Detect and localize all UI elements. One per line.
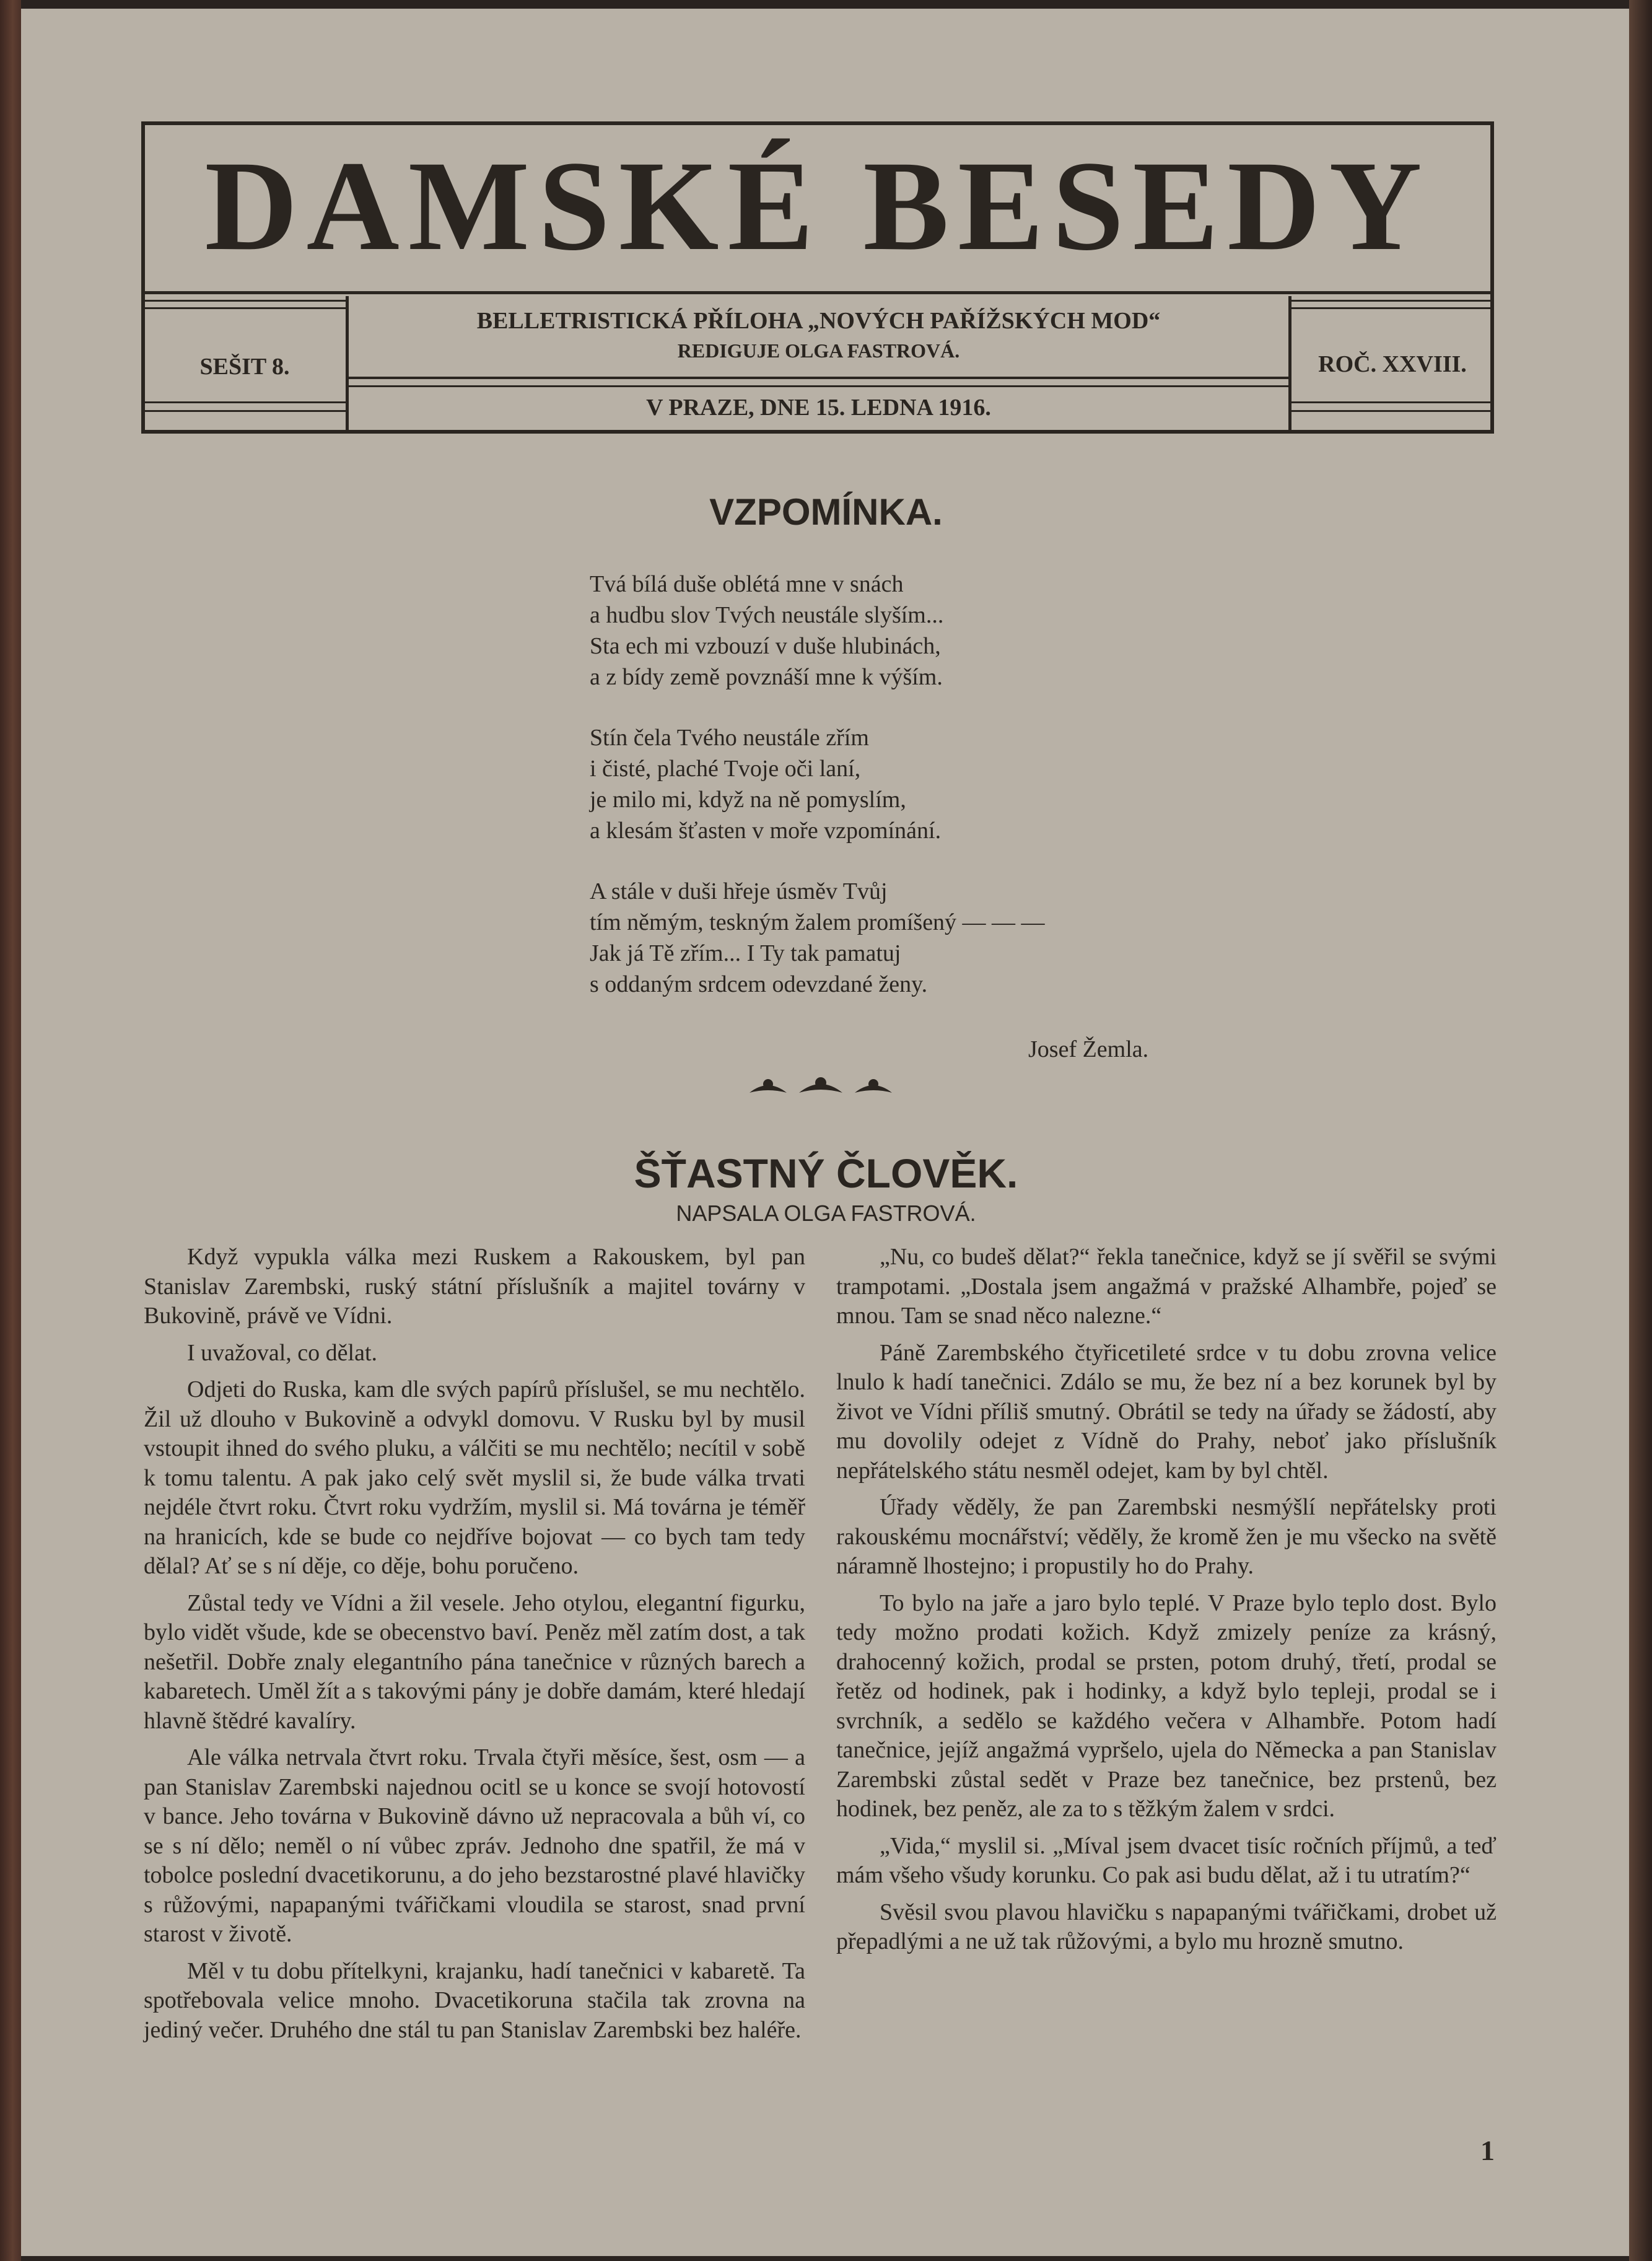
story-paragraph: Svěsil svou plavou hlavičku s napapanými tvářičkami, drobet už přepadlými a ne už tak růžovými, a bylo mu hrozně smutno. [836, 1899, 1497, 1954]
poem-line: je milo mi, když na ně pomyslím, [590, 787, 906, 813]
story-paragraph: Zůstal tedy ve Vídni a žil vesele. Jeho otylou, elegantní figurku, bylo vidět všude, kde se obecenstvo baví. Peněz měl zatím dost, a tak nešetřil. Dobře znaly elegantního pána tanečnice v různých barech a kabaretech. Uměl žít a s takovými pány je dobře damám, které hledají hlavně štědré kavalíry. [144, 1590, 805, 1734]
poem-stanza [590, 569, 1172, 693]
story-paragraph: Měl v tu dobu přítelkyni, krajanku, hadí tanečnici v kabaretě. Ta spotřebovala velice mnoho. Dvacetikoruna stačila tak zrovna na jediný večer. Druhého dne stál tu pan Stanislav Zarembski bez haléře. [144, 1957, 805, 2043]
story-paragraph: Když vypukla válka mezi Ruskem a Rakouskem, byl pan Stanislav Zarembski, ruský státní příslušník a majitel továrny v Bukovině, právě ve Vídni. [144, 1244, 805, 1329]
story-paragraph: Úřady věděly, že pan Zarembski nesmýšlí nepřátelsky proti rakouskému mocnářství; věděly, že kromě žen je mu všecko na světě náramně lhostejno; i propustily ho do Prahy. [836, 1494, 1497, 1579]
story-paragraph: „Vida,“ myslil si. „Míval jsem dvacet tisíc ročních příjmů, a teď mám všeho všudy korunku. Co pak asi budu dělat, až i tu utratím?“ [836, 1832, 1497, 1888]
masthead-editor: REDIGUJE OLGA FASTROVÁ. [677, 339, 960, 362]
masthead-rule [141, 300, 346, 302]
dateline: V PRAZE, DNE 15. LEDNA 1916. [646, 395, 991, 421]
masthead-rule [141, 291, 1494, 294]
poem-line: i čisté, plaché Tvoje oči laní, [590, 756, 861, 782]
poem-line: tím němým, teskným žalem promíšený — — — [590, 909, 1045, 935]
poem-line: Sta ech mi vzbouzí v duše hlubinách, [590, 633, 941, 659]
issue-number: SEŠIT 8. [199, 354, 290, 380]
page-edge [1629, 0, 1652, 2261]
masthead-rule [141, 410, 346, 412]
masthead-rule [1290, 307, 1494, 309]
story-column-left [144, 1243, 805, 2052]
poem-stanza [590, 722, 1172, 846]
masthead-rule [349, 385, 1288, 387]
poem-line: a klesám šťasten v moře vzpomínání. [590, 818, 942, 844]
volume-number: ROČ. XXVIII. [1318, 351, 1467, 377]
poem-line: A stále v duši hřeje úsměv Tvůj [590, 878, 888, 904]
story-paragraph: Odjeti do Ruska, kam dle svých papírů příslušel, se mu nechtělo. Žil už dlouho v Bukovině a odvykl domovu. V Rusku byl by musil vstoupit ihned do svého pluku, a válčiti se mu nechtělo; necítil v sobě k tomu talentu. A pak jako celý svět myslil si, že bude válka trvati nejdéle čtvrt roku. Čtvrt roku vydržím, myslil si. Má továrna je téměř na hranicích, kde se bude co nejdříve bojovat — co bych tam tedy dělal? Ať se s ní děje, co děje, bohu poručeno. [144, 1376, 805, 1579]
masthead-rule [141, 401, 346, 403]
story-paragraph: To bylo na jaře a jaro bylo teplé. V Praze bylo teplo dost. Bylo tedy možno prodati kožich. Když zmizely peníze za krásný, drahocenný kožich, prodal se prsten, potom druhý, třetí, prodal se řetěz od hodinek, pak i hodinky, a když bylo tepleji, prodal se i svrchník, a sedělo se každého večera v Alhambře. Potom hadí tanečnice, jejíž angažmá vypršelo, ujela do Německa a pan Stanislav Zarembski zůstal sedět v Praze bez tanečnice, bez prstenů, bez hodinek, bez peněz, ale za to s těžkým žalem v srdci. [836, 1590, 1497, 1822]
masthead-title: DAMSKÉ BESEDY [204, 134, 1431, 277]
poem-line: Stín čela Tvého neustále zřím [590, 725, 869, 751]
masthead-divider [1288, 296, 1291, 434]
masthead-rule [141, 307, 346, 309]
book-binding [0, 0, 21, 2261]
masthead-subtitle: BELLETRISTICKÁ PŘÍLOHA „NOVÝCH PAŘÍŽSKÝCH MOD“ [476, 308, 1161, 334]
story-paragraph: Ale válka netrvala čtvrt roku. Trvala čtyři měsíce, šest, osm — a pan Stanislav Zarembski najednou ocitl se u konce se svojí hotovostí v bance. Jeho továrna v Bukovině dávno už nepracovala a bůh ví, co se s ní dělo; neměl o ní vůbec zpráv. Jednoho dne spatřil, že má v tobolce poslední dvacetikorunu, a do jeho bezstarostné plavé hlavičky s růžovými, napapanými tvářičkami vloudila se starost, snad první starost v životě. [144, 1744, 805, 1947]
masthead-rule [1290, 300, 1494, 302]
page-number: 1 [1480, 2135, 1495, 2166]
poem-body [590, 569, 1172, 1030]
story-byline: NAPSALA OLGA FASTROVÁ. [676, 1200, 976, 1226]
poem-line: Tvá bílá duše oblétá mne v snách [590, 571, 904, 597]
masthead-rule [1290, 410, 1494, 412]
poem-line: a z bídy země povznáší mne k výším. [590, 664, 943, 690]
poem-title: VZPOMÍNKA. [709, 491, 943, 533]
poem-author: Josef Žemla. [1028, 1036, 1149, 1062]
fleuron-ornament-icon [743, 1072, 898, 1109]
poem-line: a hudbu slov Tvých neustále slyším... [590, 602, 944, 628]
masthead-rule [349, 377, 1288, 379]
poem-line: s oddaným srdcem odevzdané ženy. [590, 971, 928, 997]
story-column-right [836, 1243, 1497, 1964]
story-paragraph: „Nu, co budeš dělat?“ řekla tanečnice, když se jí svěřil se svými trampotami. „Dostala jsem angažmá v pražské Alhambře, pojeď se mnou. Tam se snad něco nalezne.“ [836, 1244, 1497, 1329]
poem-line: Jak já Tě zřím... I Ty tak pamatuj [590, 940, 901, 966]
story-paragraph: I uvažoval, co dělat. [187, 1339, 378, 1366]
story-paragraph: Páně Zarembského čtyřicetileté srdce v tu dobu zrovna velice lnulo k hadí tanečnici. Zdálo se mu, že bez ní a bez korunek byl by život ve Vídni příliš smutný. Obrátil se tedy na úřady se žádostí, aby mu dovolily odejet z Vídně do Prahy, neboť jako příslušník nepřátelského státu nesměl odejet, kam by byl chtěl. [836, 1339, 1497, 1484]
masthead-rule [1290, 401, 1494, 403]
poem-stanza [590, 876, 1172, 1000]
story-title: ŠŤASTNÝ ČLOVĚK. [634, 1150, 1018, 1196]
